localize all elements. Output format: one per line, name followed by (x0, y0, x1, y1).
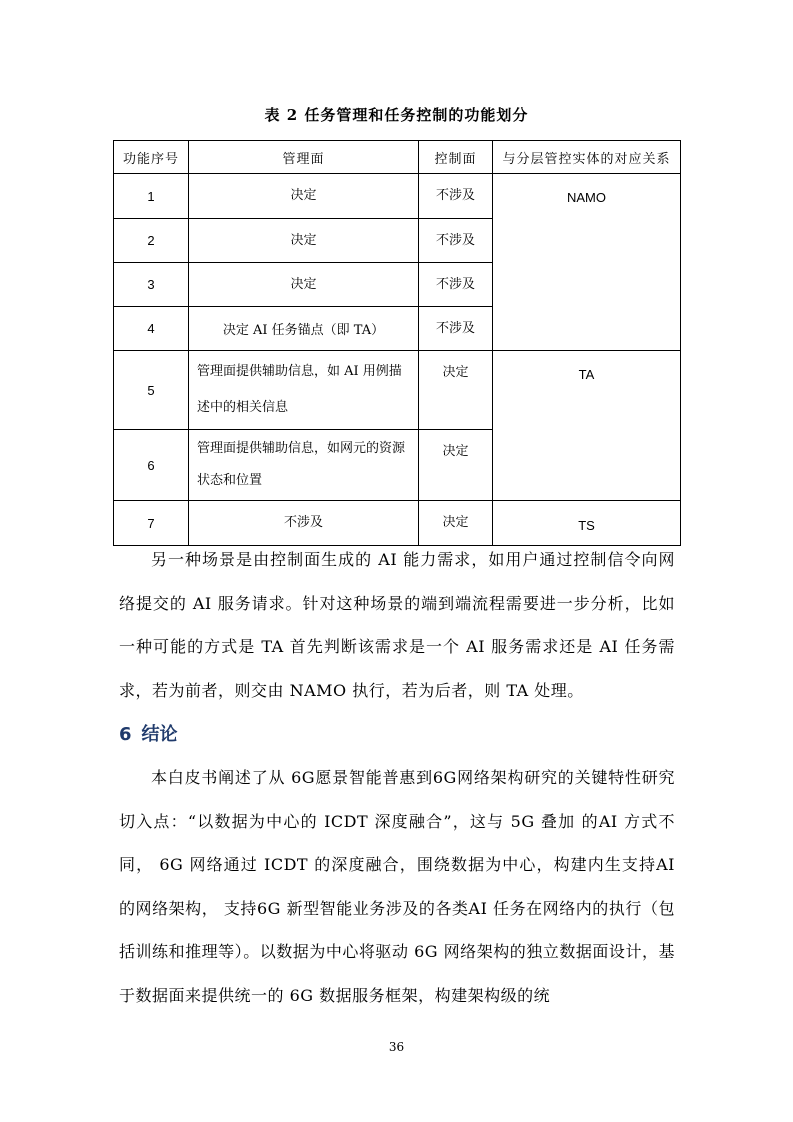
function-division-table (113, 140, 681, 546)
row-control: 决定 (419, 430, 493, 501)
row-management: 决定 (189, 174, 419, 219)
row-management: 不涉及 (189, 501, 419, 546)
row-number: 5 (114, 351, 189, 430)
header-management-plane: 管理面 (189, 141, 419, 174)
row-number: 4 (114, 307, 189, 351)
row-management: 管理面提供辅助信息，如网元的资源状态和位置 (189, 430, 419, 501)
row-control: 不涉及 (419, 174, 493, 219)
table-row (114, 174, 681, 219)
row-number: 7 (114, 501, 189, 546)
row-management: 管理面提供辅助信息，如 AI 用例描述中的相关信息 (189, 351, 419, 430)
table-row (114, 351, 681, 430)
section-title: 结论 (141, 724, 178, 745)
row-management: 决定 (189, 263, 419, 307)
relation-ts: TS (493, 501, 681, 546)
paragraph-scenario: 另一种场景是由控制面生成的 AI 能力需求，如用户通过控制信令向网络提交的 AI 服务请求。针对这种场景的端到端流程需要进一步分析，比如一种可能的方式是 TA 首先判断该需求是一个 AI 服务需求还是 AI 任务需求，若为前者，则交由 NAMO 执行，若为后者，则 TA 处理。 (119, 550, 675, 700)
section-heading (119, 720, 178, 746)
row-control: 决定 (419, 501, 493, 546)
row-number: 1 (114, 174, 189, 219)
row-number: 3 (114, 263, 189, 307)
relation-ta: TA (493, 351, 681, 501)
row-management: 决定 (189, 219, 419, 263)
page-number: 36 (388, 1040, 405, 1054)
header-control-plane: 控制面 (419, 141, 493, 174)
section-number: 6 (119, 724, 132, 745)
relation-namo: NAMO (493, 174, 681, 351)
row-number: 2 (114, 219, 189, 263)
row-number: 6 (114, 430, 189, 501)
paragraph-conclusion: 本白皮书阐述了从 6G愿景智能普惠到6G网络架构研究的关键特性研究切入点：“以数据为中心的 ICDT 深度融合”，这与 5G 叠加 的AI 方式不同， 6G 网络通过 ICDT 的深度融合，围绕数据为中心，构建内生支持AI 的网络架构， 支持6G 新型智能业务涉及的各类AI 任务在网络内的执行（包括训练和推理等）。以数据为中心将驱动 6G 网络架构的独立数据面设计，基于数据面来提供统一的 6G 数据服务框架，构建架构级的统 (119, 768, 675, 1005)
row-control: 不涉及 (419, 263, 493, 307)
row-control: 不涉及 (419, 219, 493, 263)
header-entity-relation: 与分层管控实体的对应关系 (493, 141, 681, 174)
table-caption: 表 2 任务管理和任务控制的功能划分 (264, 106, 529, 124)
row-management: 决定 AI 任务锚点（即 TA） (189, 307, 419, 351)
table-header-row (114, 141, 681, 174)
header-function-number: 功能序号 (114, 141, 189, 174)
row-control: 决定 (419, 351, 493, 430)
row-control: 不涉及 (419, 307, 493, 351)
